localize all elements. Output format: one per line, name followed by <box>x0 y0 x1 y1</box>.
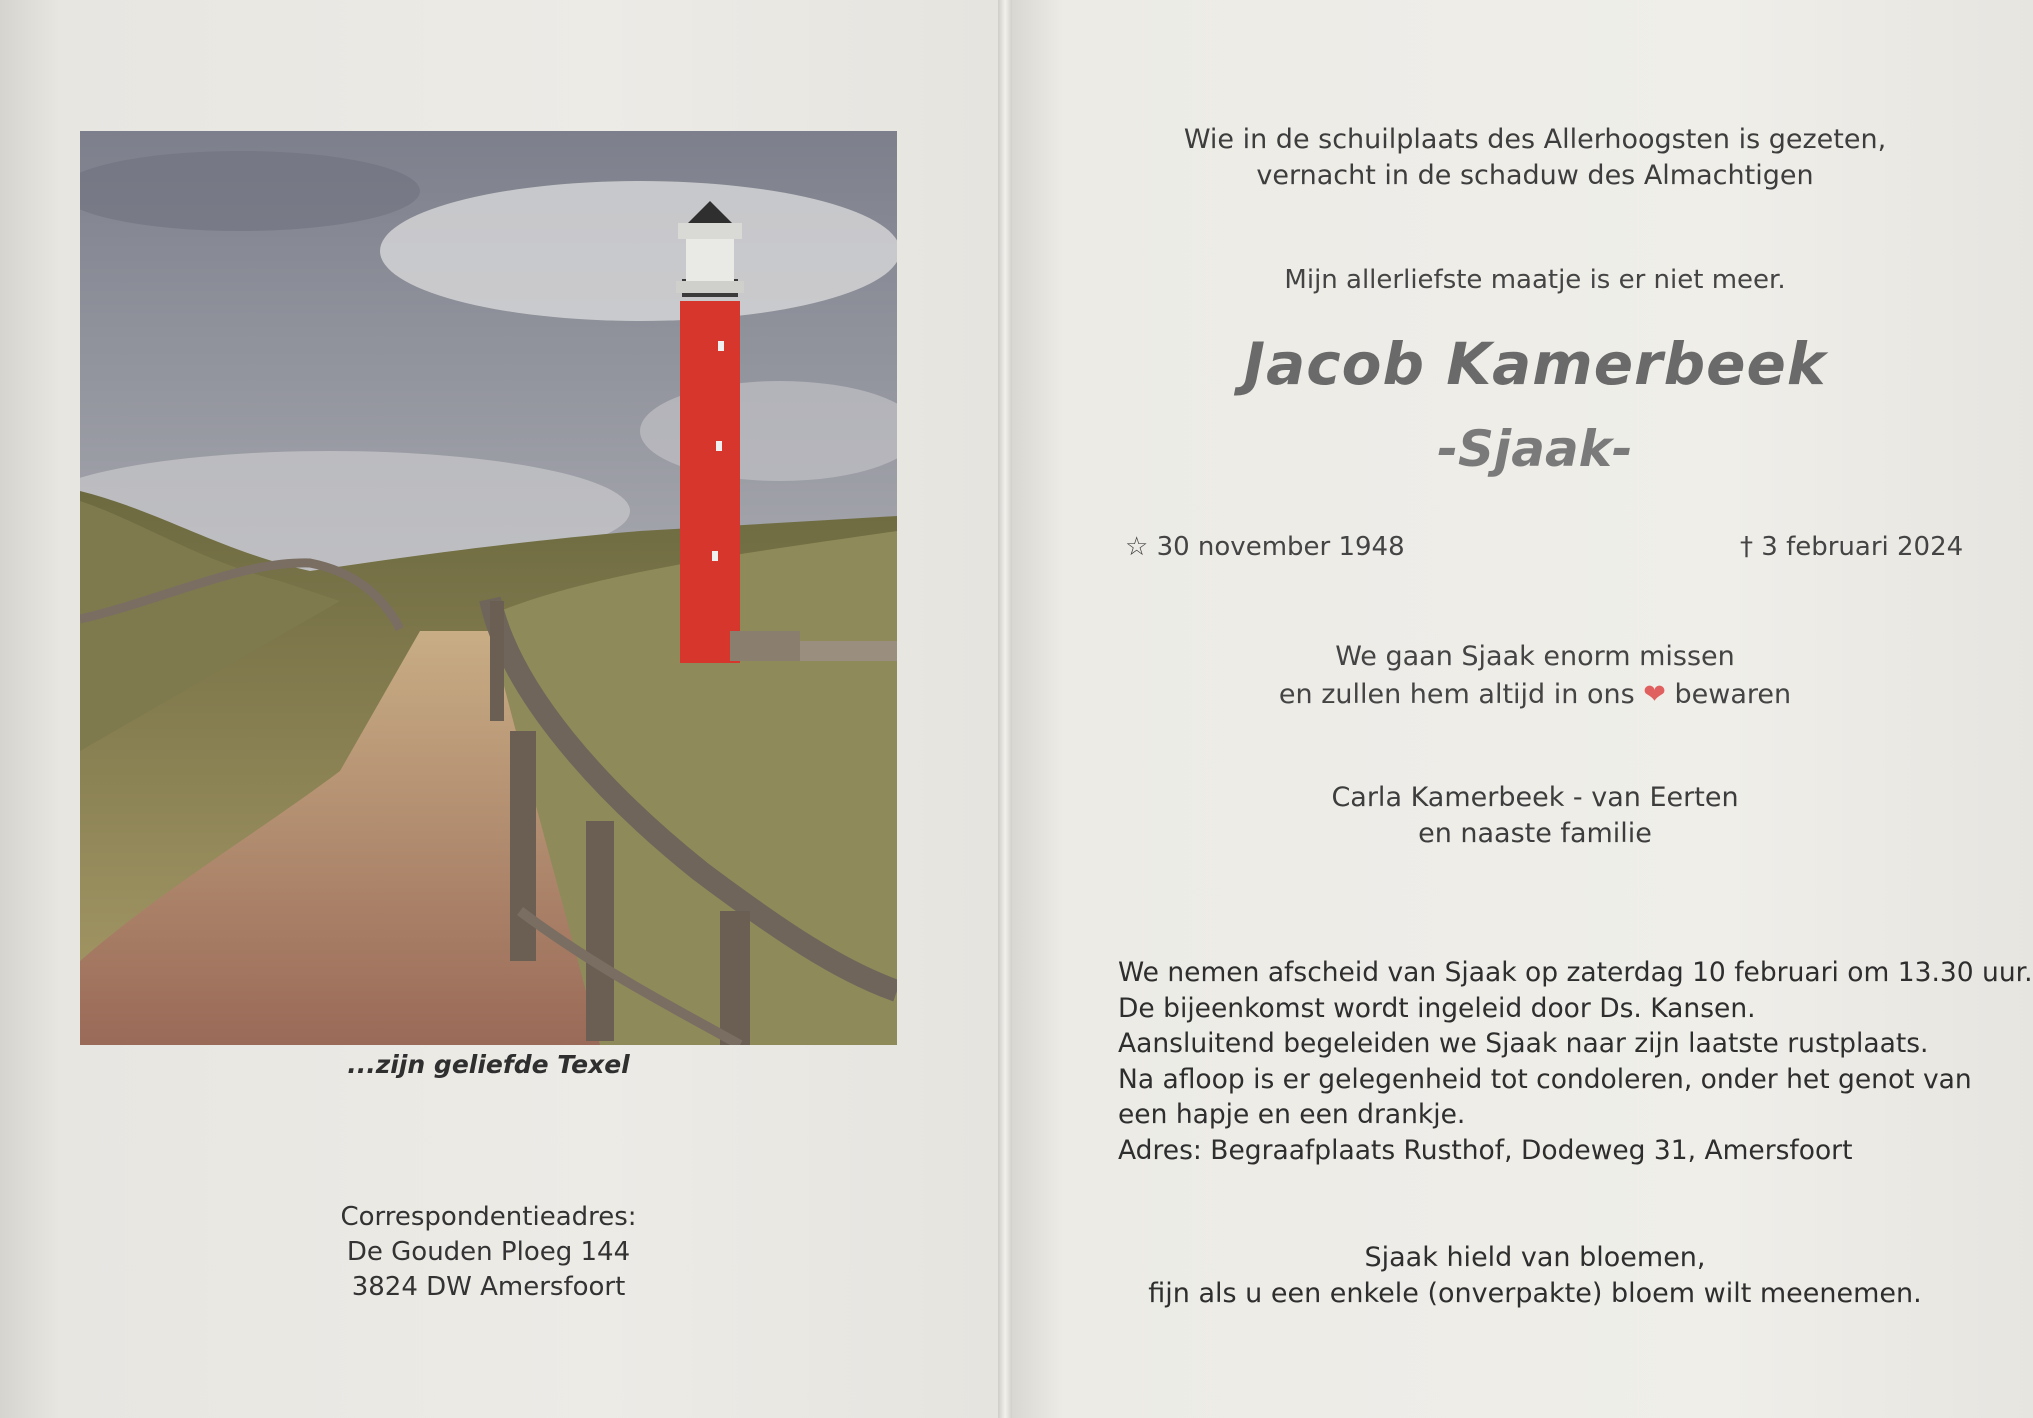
intro-line: Mijn allerliefste maatje is er niet meer. <box>1284 265 1786 295</box>
missing-line-2 <box>1080 676 1990 714</box>
service-line: Aansluitend begeleiden we Sjaak naar zijn laatste rustplaats. <box>1118 1028 1929 1059</box>
service-line: Na afloop is er gelegenheid tot condoleren, onder het genot van <box>1118 1063 1972 1095</box>
service-line: Adres: Begraafplaats Rusthof, Dodeweg 31, Amersfoort <box>1118 1134 1853 1166</box>
missing-message <box>1080 638 1990 714</box>
flowers-line-2: fijn als u een enkele (onverpakte) bloem wilt meenemen. <box>1148 1278 1922 1309</box>
death-date: † 3 februari 2024 <box>1740 532 1964 562</box>
service-line: De bijeenkomst wordt ingeleid door Ds. Kansen. <box>1118 992 1756 1024</box>
flowers-line-1: Sjaak hield van bloemen, <box>1364 1242 1706 1273</box>
address-city: 3824 DW Amersfoort <box>351 1272 626 1302</box>
correspondence-address <box>80 1200 897 1305</box>
bible-verse <box>1080 122 1990 194</box>
birth-date: ☆ 30 november 1948 <box>1125 532 1405 562</box>
family-line-1: Carla Kamerbeek - van Eerten <box>1331 782 1739 813</box>
family-signature <box>1080 780 1990 852</box>
deceased-name: Jacob Kamerbeek <box>1243 330 1827 398</box>
address-label: Correspondentieadres: <box>340 1202 637 1232</box>
family-line-2: en naaste familie <box>1418 818 1652 849</box>
lighthouse-photo <box>80 131 897 1045</box>
heart-icon: ❤ <box>1643 679 1666 710</box>
service-details <box>1118 955 2033 1168</box>
flowers-note <box>1080 1240 1990 1312</box>
verse-line-2: vernacht in de schaduw des Almachtigen <box>1256 160 1814 191</box>
photo-caption: ...zijn geliefde Texel <box>347 1050 630 1079</box>
deceased-nickname: -Sjaak- <box>1437 420 1633 478</box>
address-street: De Gouden Ploeg 144 <box>346 1237 631 1267</box>
card-left-page <box>0 0 1000 1418</box>
service-line: een hapje en een drankje. <box>1118 1099 1466 1130</box>
missing-line-2-end: bewaren <box>1674 679 1792 710</box>
verse-line-1: Wie in de schuilplaats des Allerhoogsten is gezeten, <box>1183 124 1887 155</box>
missing-line-1: We gaan Sjaak enorm missen <box>1335 641 1735 672</box>
service-line: We nemen afscheid van Sjaak op zaterdag 10 februari om 13.30 uur. <box>1118 957 2033 988</box>
missing-line-2-start: en zullen hem altijd in ons <box>1278 679 1635 710</box>
